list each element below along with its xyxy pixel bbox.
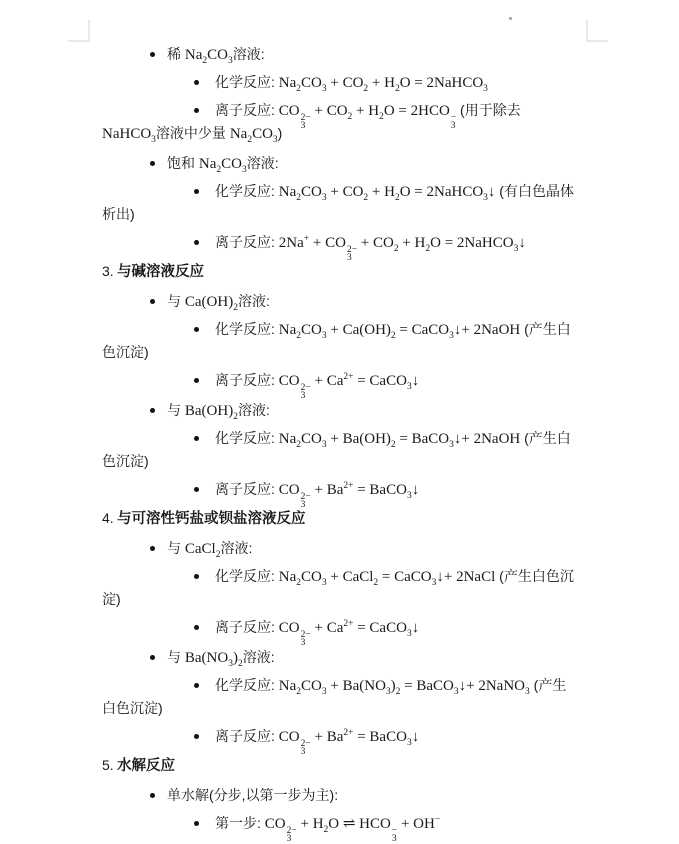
text-run: 离子反应: [215,481,279,497]
bullet-icon [150,408,155,413]
formula-run: $Ba(OH)_2$ [184,403,238,422]
bullet-item-level2 [0,674,679,696]
bullet-item-level2 [0,71,679,93]
bullet-item-level2 [0,369,679,401]
text-run: 与 [167,293,185,309]
stacked-subsup: − 3 [450,113,457,131]
text-run: 化学反应: [215,568,279,584]
stacked-subsup: 2− 3 [300,383,311,401]
formula-run: $Ba(NO_3)_2$ [184,650,243,669]
wrapped-line [0,203,679,225]
bullet-item-level2 [0,565,679,587]
bullet-icon [194,240,199,245]
text-run: 溶液: [237,293,270,309]
formula-run: $Na_2CO_3 + Ca(OH)_2$ = CaCO$_3$↓+ 2NaOH [278,322,521,341]
formula-run: CO 2− 3 + $Ca^{2+}$ = CaCO$_3$↓ [278,372,420,401]
text-run: 与 [167,402,185,418]
bullet-item-level2 [0,812,679,844]
bullet-icon [194,327,199,332]
text-run: (产生 [529,677,567,693]
formula-run: CO 2− 3 + $Ba^{2+}$ = BaCO$_3$↓ [278,481,420,510]
wrapped-line [0,122,679,144]
bullet-icon [194,683,199,688]
text-run: 与 [167,540,185,556]
text-run: 溶液: [232,46,265,62]
formula-run: $Na_2CO_3 + Ba(NO_3)_2$ = BaCO$_3$↓+ 2NaNO$_3$ [278,678,530,697]
formula-run: $Na_2CO_3$ [229,126,278,145]
bullet-item-level2 [0,478,679,510]
formula-run: $Na_2CO_3$ [198,156,247,175]
bullet-item-level2 [0,616,679,648]
formula-run: CO 2− 3 + $H_2O$ ⇌ HCO − 3 + OH− [264,815,441,844]
formula-run: CO 2− 3 + $Ba^{2+}$ = BaCO$_3$↓ [278,728,420,757]
formula-run: $Na_2CO_3 + CO_2 + H_2O$ = 2NaHCO$_3$↓ [278,184,496,203]
text-run: 离子反应: [215,372,279,388]
stacked-subsup: 2− 3 [300,630,311,648]
bullet-item-level1 [0,399,679,421]
stacked-subsup: 2− 3 [346,245,358,263]
bullet-icon [194,487,199,492]
bullet-item-level2 [0,725,679,757]
bullet-icon [150,52,155,57]
numbered-heading [0,507,679,529]
text-run: 白色沉淀) [102,700,163,716]
text-run: 溶液: [220,540,253,556]
text-run: 溶液: [237,402,270,418]
bullet-icon [150,793,155,798]
bullet-icon [150,299,155,304]
bullet-icon [194,574,199,579]
text-run: 色沉淀) [102,344,149,360]
page-speck [509,17,512,20]
text-run: (产生白色沉 [495,568,574,584]
stacked-subsup: − 3 [391,826,398,844]
page-corner-mark-left-icon [68,20,90,42]
formula-run: CaCl$_2$ [184,541,221,560]
text-run: 饱和 [167,155,199,171]
heading-number: 3. [102,263,114,279]
text-run: 单水解(分步,以第一步为主): [167,787,339,803]
bullet-item-level1 [0,43,679,65]
formula-run: $Na_2CO_3 + Ba(OH)_2$ = BaCO$_3$↓+ 2NaOH [278,431,521,450]
bullet-icon [194,734,199,739]
text-run: 与碱溶液反应 [117,264,204,280]
wrapped-line [0,588,679,610]
formula-run: $Na_2CO_3 + CO_2 + H_2O$ = 2NaHCO$_3$ [278,75,488,94]
bullet-item-level1 [0,784,679,806]
bullet-icon [194,625,199,630]
text-run: ) [277,125,283,141]
stacked-subsup: 2− 3 [300,113,311,131]
text-run: 化学反应: [215,430,279,446]
text-run: 化学反应: [215,74,279,90]
text-run: 溶液: [242,649,275,665]
text-run: 化学反应: [215,321,279,337]
bullet-icon [194,80,199,85]
text-run: 溶液: [246,155,279,171]
formula-run: NaHCO$_3$ [102,126,156,145]
text-run: (有白色晶体 [495,183,574,199]
bullet-item-level2 [0,180,679,202]
text-run: 析出) [102,206,135,222]
bullet-icon [194,189,199,194]
bullet-item-level2 [0,318,679,340]
text-run: 离子反应: [215,102,279,118]
wrapped-line [0,697,679,719]
text-run: 淀) [102,591,121,607]
heading-number: 4. [102,510,114,526]
text-run: (用于除去 [456,102,521,118]
text-run: 与 [167,649,185,665]
bullet-item-level1 [0,152,679,174]
formula-run: CO 2− 3 + $Ca^{2+}$ = CaCO$_3$↓ [278,619,420,648]
formula-run: 2Na+ + CO 2− 3 + $CO_2 + H_2O$ = 2NaHCO$_3$↓ [278,234,526,263]
formula-run: $Ca(OH)_2$ [184,294,238,313]
bullet-item-level2 [0,231,679,263]
numbered-heading [0,260,679,282]
text-run: (产生白 [520,321,571,337]
text-run: 稀 [167,46,185,62]
bullet-item-level1 [0,290,679,312]
wrapped-line [0,341,679,363]
formula-run: $Na_2CO_3$ [184,47,233,66]
text-run: 溶液中少量 [155,125,230,141]
bullet-icon [150,161,155,166]
page-corner-mark-right-icon [586,20,608,42]
formula-run: CO 2− 3 + $CO_2 + H_2O = 2HCO$ − 3 [278,103,457,131]
text-run: 与可溶性钙盐或钡盐溶液反应 [117,511,306,527]
bullet-icon [194,378,199,383]
bullet-icon [150,655,155,660]
text-run: 水解反应 [117,758,175,774]
text-run: 离子反应: [215,728,279,744]
bullet-icon [194,108,199,113]
bullet-item-level1 [0,646,679,668]
text-run: 色沉淀) [102,453,149,469]
numbered-heading [0,754,679,776]
text-run: 离子反应: [215,619,279,635]
bullet-item-level2 [0,99,679,131]
text-run: 化学反应: [215,183,279,199]
bullet-icon [194,821,199,826]
wrapped-line [0,450,679,472]
text-run: 离子反应: [215,234,279,250]
heading-number: 5. [102,757,114,773]
bullet-icon [194,436,199,441]
bullet-item-level1 [0,537,679,559]
bullet-item-level2 [0,427,679,449]
stacked-subsup: 2− 3 [300,492,311,510]
formula-run: $Na_2CO_3$ + CaCl$_2$ = CaCO$_3$↓+ 2NaCl [278,569,496,588]
text-run: (产生白 [520,430,571,446]
text-run: 化学反应: [215,677,279,693]
bullet-icon [150,546,155,551]
stacked-subsup: 2− 3 [286,826,297,844]
stacked-subsup: 2− 3 [300,739,311,757]
text-run: 第一步: [215,815,265,831]
